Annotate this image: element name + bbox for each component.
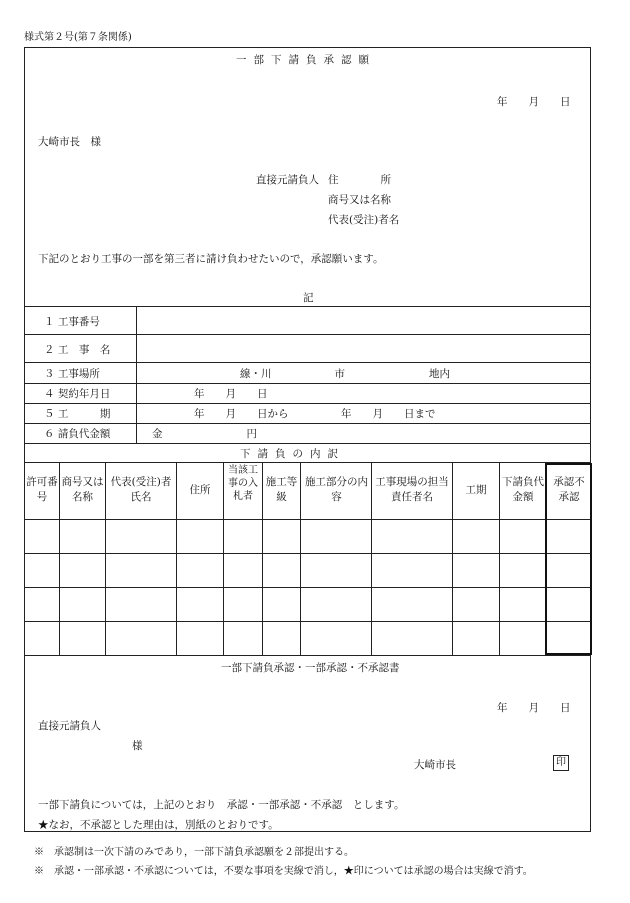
- addressee: 大崎市長 様: [38, 136, 101, 148]
- decision-addressee-role: 直接元請負人: [38, 720, 101, 732]
- col-representative: 代表(受注)者氏名: [110, 476, 172, 503]
- note-2: ※ 承認・一部承認・不承認については，不要な事項を実線で消し，★印については承認の場合は実線で消す。: [34, 866, 533, 877]
- breakdown-title: 下請負の内訳: [240, 448, 345, 460]
- item-value-6[interactable]: 金 円: [152, 428, 257, 440]
- item-value-5[interactable]: 年 月 日から 年 月 日まで: [194, 408, 436, 420]
- decision-date[interactable]: 年 月 日: [497, 702, 571, 714]
- item-label-6: ６ 請負代金額: [44, 428, 111, 440]
- col-company-name: 商号又は名称: [61, 476, 104, 503]
- rule: [24, 362, 591, 363]
- rule: [262, 462, 263, 655]
- ki-label: 記: [303, 292, 314, 304]
- rule: [176, 462, 177, 655]
- decision-text-2: ★なお，不承認とした理由は，別紙のとおりです。: [38, 819, 279, 831]
- item-label-5: ５ 工 期: [44, 408, 111, 420]
- rule: [24, 423, 591, 424]
- decision-sama: 様: [132, 740, 143, 752]
- item-label-4: ４ 契約年月日: [44, 388, 111, 400]
- form-label: 様式第２号(第７条関係): [24, 32, 132, 43]
- note-1: ※ 承認制は一次下請のみであり，一部下請負承認願を２部提出する。: [34, 847, 354, 858]
- rule: [452, 462, 453, 655]
- col-permit-number: 許可番号: [26, 476, 58, 503]
- rule: [24, 655, 591, 656]
- rule: [300, 462, 301, 655]
- col-amount: 下請負代金額: [502, 476, 544, 503]
- applicant-rep-label[interactable]: 代表(受注)者名: [328, 214, 400, 226]
- col-address: 住所: [189, 484, 211, 496]
- item-label-2: ２ 工 事 名: [44, 344, 111, 356]
- rule: [24, 306, 591, 307]
- col-bidder: 当該工事の入札者: [228, 465, 258, 502]
- rule: [136, 306, 137, 443]
- form-title: 一部下請負承認願: [236, 54, 376, 66]
- application-date[interactable]: 年 月 日: [497, 96, 571, 108]
- rule: [371, 462, 372, 655]
- item-label-1: １ 工事番号: [44, 316, 100, 328]
- decision-title: 一部下請負承認・一部承認・不承認書: [221, 662, 400, 674]
- col-period: 工期: [465, 484, 487, 496]
- item-value-4[interactable]: 年 月 日: [194, 388, 268, 400]
- rule: [24, 621, 591, 622]
- decision-text-1: 一部下請負については，上記のとおり 承認・一部承認・不承認 とします。: [38, 799, 405, 811]
- rule: [24, 403, 591, 404]
- applicant-address-label[interactable]: 住 所: [328, 174, 391, 186]
- rule: [59, 462, 60, 655]
- decision-issuer: 大崎市長: [414, 759, 456, 771]
- col-grade: 施工等級: [265, 476, 298, 503]
- col-site-manager: 工事現場の担当責任者名: [375, 476, 449, 503]
- rule: [24, 334, 591, 335]
- request-text: 下記のとおり工事の一部を第三者に請け負わせたいので，承認願います。: [38, 253, 384, 265]
- col-work-content: 施工部分の内容: [305, 476, 368, 503]
- rule: [24, 553, 591, 554]
- rule: [223, 462, 224, 655]
- rule: [499, 462, 500, 655]
- col-approval: 承認不承認: [553, 476, 585, 503]
- item-value-3[interactable]: 線・川 市 地内: [240, 368, 450, 380]
- seal-mark: 印: [553, 755, 569, 771]
- rule: [24, 587, 591, 588]
- item-label-3: ３ 工事場所: [44, 368, 100, 380]
- applicant-name-label[interactable]: 商号又は名称: [328, 194, 391, 206]
- rule: [24, 443, 591, 444]
- rule: [24, 462, 591, 463]
- rule: [105, 462, 106, 655]
- rule: [24, 519, 591, 520]
- applicant-role: 直接元請負人: [256, 174, 319, 186]
- rule: [24, 383, 591, 384]
